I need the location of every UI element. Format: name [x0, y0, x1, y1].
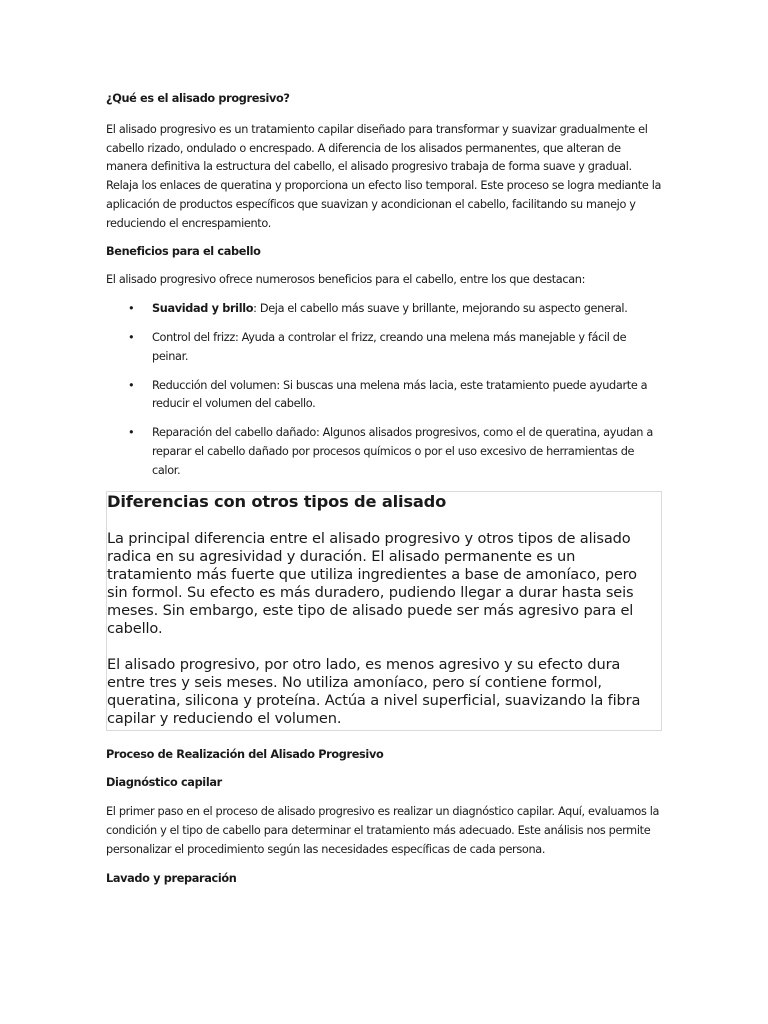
section-heading-what-is: ¿Qué es el alisado progresivo? [106, 92, 290, 105]
benefits-list [106, 300, 662, 480]
list-item-bold: Suavidad y brillo [152, 302, 254, 316]
paragraph-benefits-intro: El alisado progresivo ofrece numerosos beneficios para el cabello, entre los que destacan: [106, 273, 586, 287]
list-item-text: Reducción del volumen: Si buscas una melena más lacia, este tratamiento puede ayudarte a reducir el volumen del cabello. [152, 378, 648, 411]
document-page [106, 90, 662, 888]
bullet-icon: • [128, 330, 135, 344]
differences-box [106, 491, 662, 731]
list-item-text: Control del frizz: Ayuda a controlar el frizz, creando una melena más manejable y fácil de peinar. [152, 330, 627, 363]
section-heading-process: Proceso de Realización del Alisado Progresivo [106, 747, 384, 761]
subheading-washing: Lavado y preparación [106, 871, 237, 885]
bullet-icon: • [128, 302, 135, 316]
paragraph-what-is: El alisado progresivo es un tratamiento capilar diseñado para transformar y suavizar gradualmente el cabello rizado, ondulado o encrespado. A diferencia de los alisados permanentes, que alteran de manera definitiva la estructura del cabello, el alisado progresivo trabaja de forma suave y gradual. Relaja los enlaces de queratina y proporciona un efecto liso temporal. Este proceso se logra mediante la aplicación de productos específicos que suavizan y acondicionan el cabello, facilitando su manejo y reduciendo el encrespamiento. [106, 122, 662, 230]
box-title: Diferencias con otros tipos de alisado [107, 491, 447, 511]
bullet-icon: • [128, 378, 135, 392]
section-heading-benefits: Beneficios para el cabello [106, 244, 261, 258]
list-item-text: Reparación del cabello dañado: Algunos alisados progresivos, como el de queratina, ayudan a reparar el cabello dañado por procesos químicos o por el uso excesivo de herramientas de calor. [152, 426, 653, 477]
list-item [106, 329, 662, 367]
box-paragraph-2: El alisado progresivo, por otro lado, es menos agresivo y su efecto dura entre tres y seis meses. No utiliza amoníaco, pero sí contiene formol, queratina, silicona y proteína. Actúa a nivel superficial, suavizando la fibra capilar y reduciendo el volumen. [107, 655, 641, 727]
list-item [106, 377, 662, 415]
box-paragraph-1: La principal diferencia entre el alisado progresivo y otros tipos de alisado radica en su agresividad y duración. El alisado permanente es un tratamiento más fuerte que utiliza ingredientes a base de amoníaco, pero sin formol. Su efecto es más duradero, pudiendo llegar a durar hasta seis meses. Sin embargo, este tipo de alisado puede ser más agresivo para el cabello. [107, 529, 637, 637]
subheading-diagnosis: Diagnóstico capilar [106, 776, 222, 790]
list-item [106, 300, 662, 319]
paragraph-diagnosis: El primer paso en el proceso de alisado progresivo es realizar un diagnóstico capilar. Aquí, evaluamos la condición y el tipo de cabello para determinar el tratamiento más adecuado. Este análisis nos permite personalizar el procedimiento según las necesidades específicas de cada persona. [106, 805, 660, 856]
list-item [106, 424, 662, 480]
bullet-icon: • [128, 426, 135, 440]
list-item-text: : Deja el cabello más suave y brillante, mejorando su aspecto general. [253, 302, 628, 316]
